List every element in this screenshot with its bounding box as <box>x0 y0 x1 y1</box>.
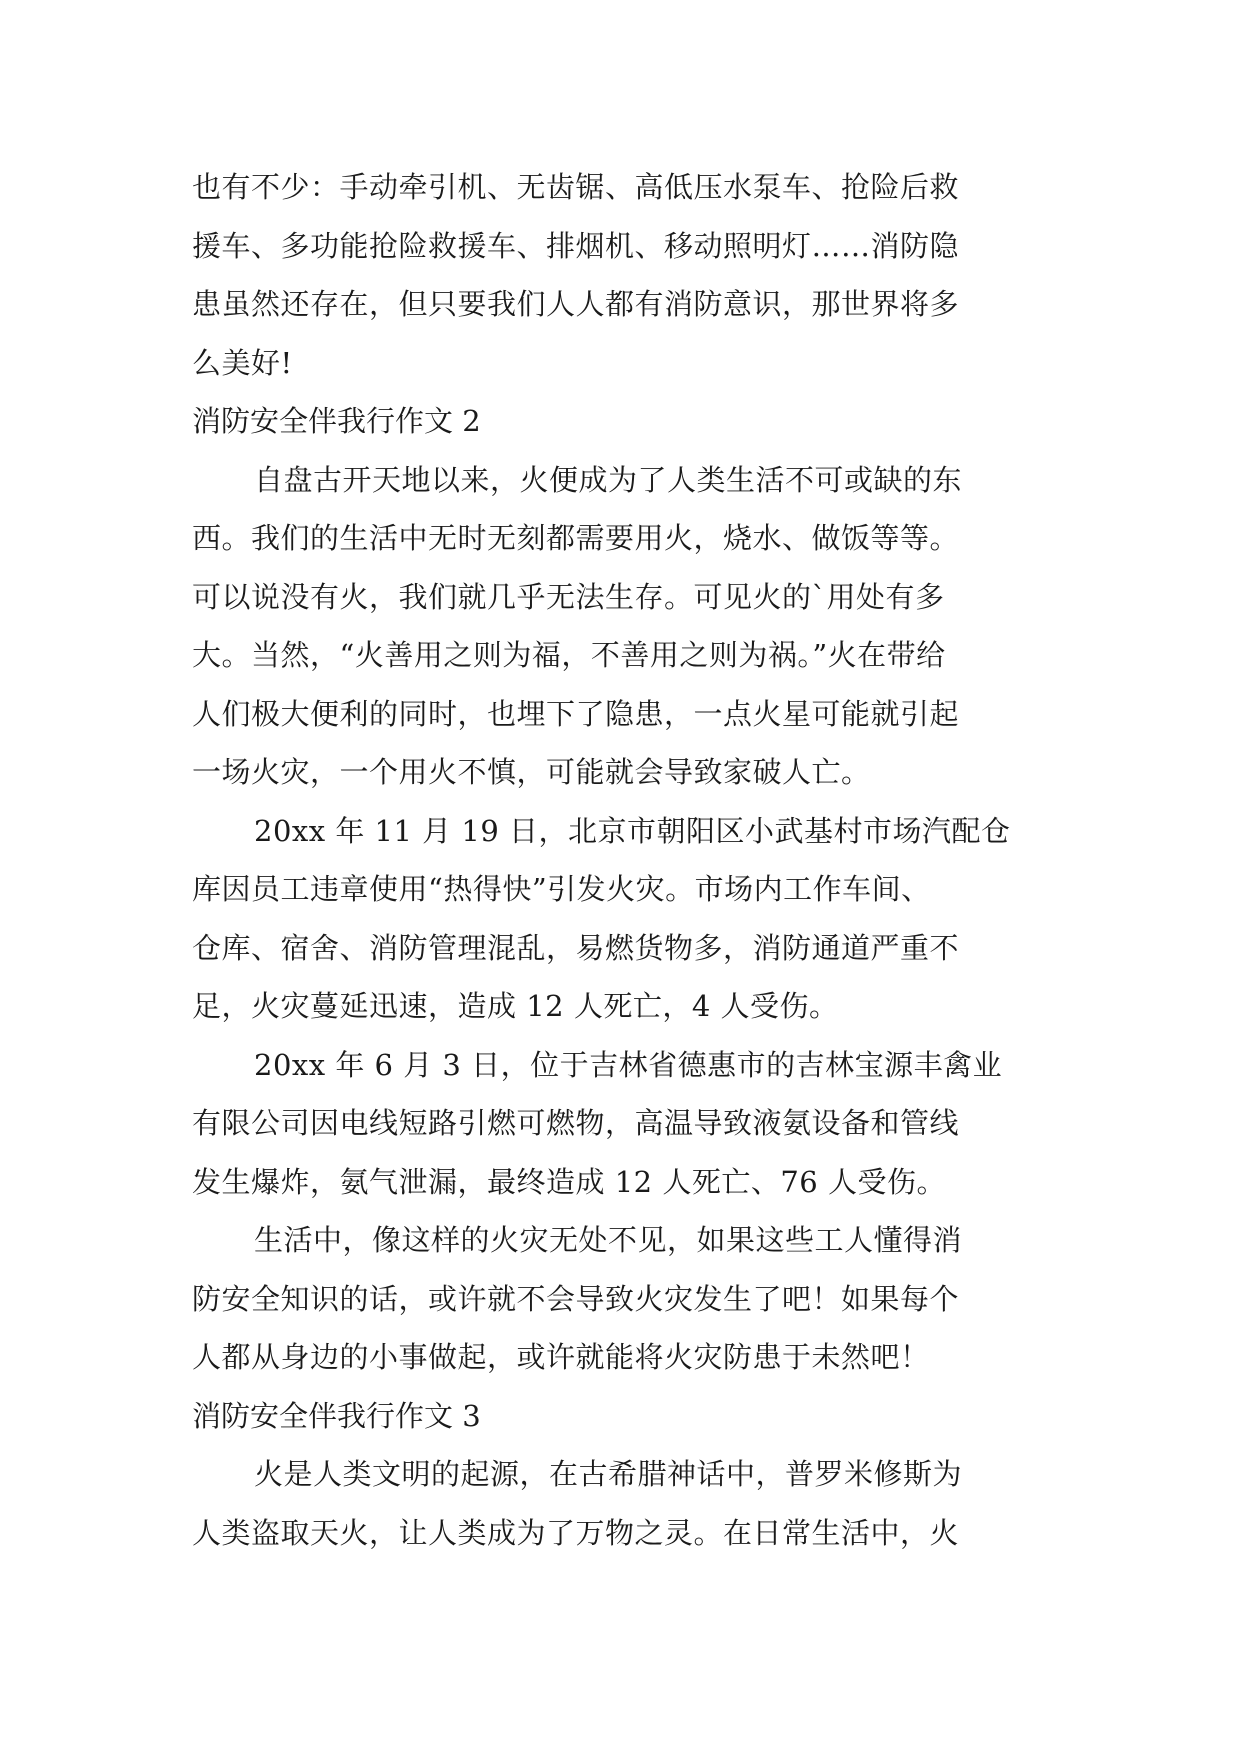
text-line: 自盘古开天地以来，火便成为了人类生活不可或缺的东 <box>254 462 963 497</box>
section-heading: 消防安全伴我行作文 2 <box>192 404 481 438</box>
text-line: 人类盗取天火，让人类成为了万物之灵。在日常生活中，火 <box>192 1515 960 1550</box>
text-line: 20xx 年 6 月 3 日，位于吉林省德惠市的吉林宝源丰禽业 <box>254 1047 1003 1082</box>
text-line: 足，火灾蔓延迅速，造成 12 人死亡，4 人受伤。 <box>192 989 839 1023</box>
text-line: 20xx 年 11 月 19 日，北京市朝阳区小武基村市场汽配仓 <box>254 813 1011 848</box>
text-line: 人都从身边的小事做起，或许就能将火灾防患于未然吧！ <box>192 1340 930 1374</box>
text-line: 仓库、宿舍、消防管理混乱，易燃货物多，消防通道严重不 <box>192 930 960 965</box>
document-body <box>192 158 1052 1562</box>
text-line: 有限公司因电线短路引燃可燃物，高温导致液氨设备和管线 <box>192 1106 960 1140</box>
text-line: 可以说没有火，我们就几乎无法生存。可见火的`用处有多 <box>192 579 945 614</box>
text-line: 生活中，像这样的火灾无处不见，如果这些工人懂得消 <box>254 1223 963 1257</box>
text-line: 么美好! <box>192 345 293 380</box>
section-heading: 消防安全伴我行作文 3 <box>192 1398 481 1433</box>
text-line: 一场火灾，一个用火不慎，可能就会导致家破人亡。 <box>192 755 871 789</box>
text-line: 火是人类文明的起源，在古希腊神话中，普罗米修斯为 <box>254 1457 963 1491</box>
text-line: 大。当然，“火善用之则为福，不善用之则为祸。”火在带给 <box>192 638 946 672</box>
text-line: 援车、多功能抢险救援车、排烟机、移动照明灯……消防隐 <box>192 228 960 263</box>
text-line: 也有不少：手动牵引机、无齿锯、高低压水泵车、抢险后救 <box>192 170 960 204</box>
text-line: 患虽然还存在，但只要我们人人都有消防意识，那世界将多 <box>192 287 960 321</box>
text-line: 发生爆炸，氨气泄漏，最终造成 12 人死亡、76 人受伤。 <box>192 1164 946 1199</box>
text-line: 防安全知识的话，或许就不会导致火灾发生了吧！如果每个 <box>192 1281 960 1316</box>
text-line: 库因员工违章使用“热得快”引发火灾。市场内工作车间、 <box>192 872 931 906</box>
text-line: 人们极大便利的同时，也埋下了隐患，一点火星可能就引起 <box>192 696 960 731</box>
text-line: 西。我们的生活中无时无刻都需要用火，烧水、做饭等等。 <box>192 521 960 555</box>
